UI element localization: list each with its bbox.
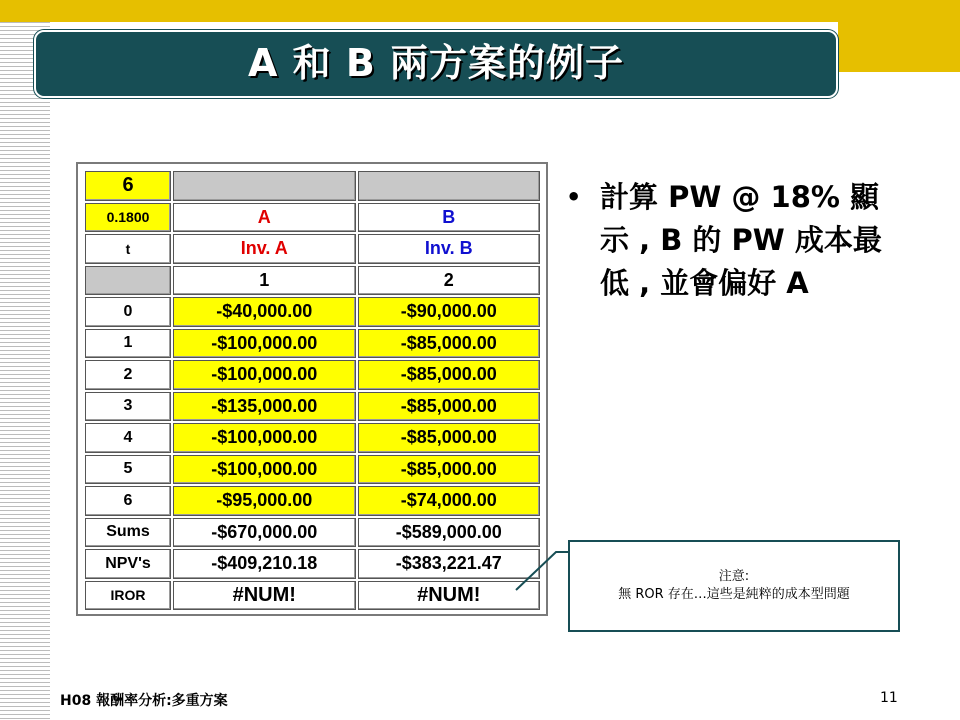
rate-cell: 0.1800 (85, 203, 171, 233)
period-cell: 6 (85, 486, 171, 516)
table-row (85, 455, 540, 485)
summary-a-cell: #NUM! (173, 581, 356, 611)
spreadsheet-image (76, 162, 548, 616)
table-row (85, 518, 540, 548)
table-row (85, 329, 540, 359)
table-row (85, 297, 540, 327)
column-a-name: Inv. A (173, 234, 356, 264)
summary-a-cell: -$409,210.18 (173, 549, 356, 579)
column-b-index: 2 (358, 266, 541, 296)
cashflow-b-cell: -$85,000.00 (358, 392, 541, 422)
summary-label-cell: IROR (85, 581, 171, 611)
slide-title: A 和 B 兩方案的例子 (247, 40, 625, 85)
t-label-cell: t (85, 234, 171, 264)
period-cell: 3 (85, 392, 171, 422)
table-row (85, 486, 540, 516)
table-row (85, 171, 540, 201)
summary-label-cell: Sums (85, 518, 171, 548)
bullet-point (566, 176, 906, 305)
summary-b-cell: -$589,000.00 (358, 518, 541, 548)
cashflow-a-cell: -$100,000.00 (173, 360, 356, 390)
callout-connector (512, 548, 570, 592)
period-cell: 5 (85, 455, 171, 485)
bullet-text: 計算 PW @ 18% 顯示 , B 的 PW 成本最低 , 並會偏好 A (600, 180, 882, 300)
summary-label-cell: NPV's (85, 549, 171, 579)
periods-cell: 6 (85, 171, 171, 201)
note-callout (568, 540, 900, 632)
summary-b-cell: #NUM! (358, 581, 541, 611)
cashflow-table (83, 169, 542, 612)
callout-body: 無 ROR 存在…這些是純粹的成本型問題 (618, 587, 850, 602)
column-a-index: 1 (173, 266, 356, 296)
cashflow-a-cell: -$100,000.00 (173, 329, 356, 359)
cashflow-a-cell: -$95,000.00 (173, 486, 356, 516)
table-row (85, 360, 540, 390)
cashflow-b-cell: -$74,000.00 (358, 486, 541, 516)
table-row (85, 423, 540, 453)
column-b-letter: B (358, 203, 541, 233)
blank-header-cell (173, 171, 356, 201)
bullet-dot-icon: • (566, 183, 582, 211)
summary-a-cell: -$670,000.00 (173, 518, 356, 548)
cashflow-b-cell: -$85,000.00 (358, 329, 541, 359)
table-row (85, 392, 540, 422)
cashflow-b-cell: -$85,000.00 (358, 423, 541, 453)
period-cell: 2 (85, 360, 171, 390)
footer-title: H08 報酬率分析:多重方案 (60, 693, 228, 709)
column-a-letter: A (173, 203, 356, 233)
cashflow-a-cell: -$40,000.00 (173, 297, 356, 327)
cashflow-b-cell: -$85,000.00 (358, 455, 541, 485)
blank-label-cell (85, 266, 171, 296)
period-cell: 0 (85, 297, 171, 327)
summary-b-cell: -$383,221.47 (358, 549, 541, 579)
left-stripe-band (0, 22, 50, 720)
table-row (85, 549, 540, 579)
table-row (85, 203, 540, 233)
top-gold-bar (0, 0, 960, 22)
table-row (85, 266, 540, 296)
period-cell: 1 (85, 329, 171, 359)
cashflow-b-cell: -$90,000.00 (358, 297, 541, 327)
table-row (85, 581, 540, 611)
page-number: 11 (880, 690, 898, 706)
blank-header-cell (358, 171, 541, 201)
table-row (85, 234, 540, 264)
column-b-name: Inv. B (358, 234, 541, 264)
cashflow-a-cell: -$135,000.00 (173, 392, 356, 422)
cashflow-a-cell: -$100,000.00 (173, 455, 356, 485)
top-right-gold-block (838, 0, 960, 72)
callout-heading: 注意: (718, 569, 750, 584)
period-cell: 4 (85, 423, 171, 453)
cashflow-b-cell: -$85,000.00 (358, 360, 541, 390)
cashflow-a-cell: -$100,000.00 (173, 423, 356, 453)
